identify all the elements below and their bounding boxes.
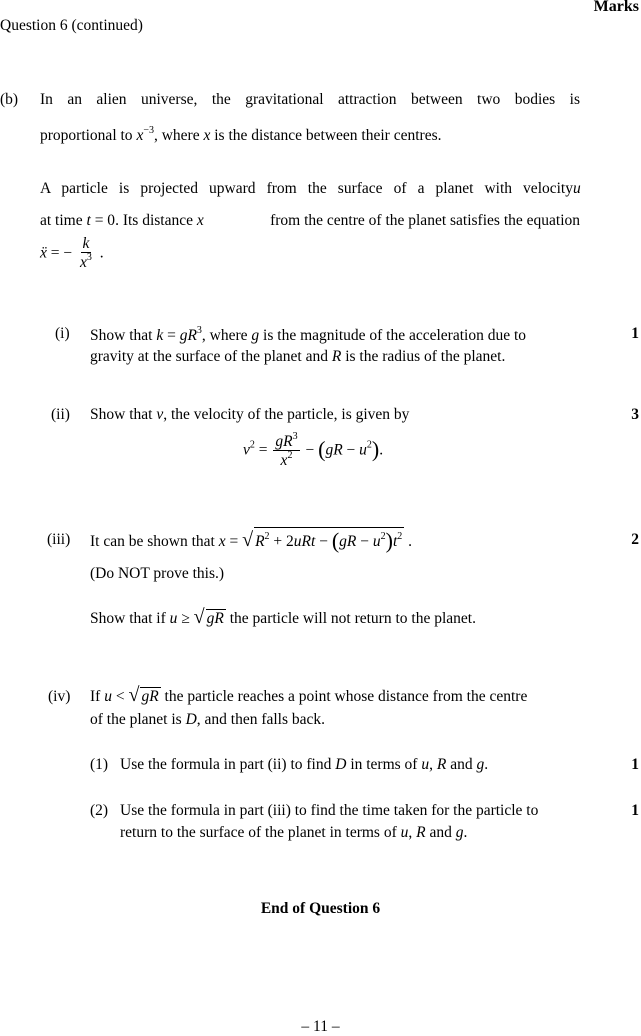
part-iv-line1: If u < √ gR the particle reaches a point whose distance from the centre bbox=[90, 684, 528, 706]
end-of-question: End of Question 6 bbox=[260, 900, 381, 917]
part-i-marks: 1 bbox=[631, 325, 639, 342]
part-b-para2-line2: at time t = 0. Its distance x from the centre of the planet satisfies the equation bbox=[40, 212, 580, 229]
part-iv-2-line2: return to the surface of the planet in terms of u, R and g. bbox=[120, 824, 468, 841]
part-ii-marks: 3 bbox=[631, 406, 639, 423]
part-iii-note: (Do NOT prove this.) bbox=[90, 565, 225, 582]
part-iv-2-marks: 1 bbox=[631, 802, 639, 819]
question-heading: Question 6 (continued) bbox=[0, 17, 143, 34]
part-ii-label: (ii) bbox=[51, 406, 70, 423]
part-iv-1-label: (1) bbox=[90, 756, 109, 773]
part-iii-show: Show that if u ≥ √ gR the particle will not return to the planet. bbox=[90, 606, 476, 628]
part-i-label: (i) bbox=[55, 325, 70, 342]
marks-column-header: Marks bbox=[593, 0, 639, 15]
part-iii-label: (iii) bbox=[47, 531, 71, 548]
part-b-para2-line1: A particle is projected upward from the surface of a planet with velocityu bbox=[40, 180, 581, 197]
page-number: – 11 – bbox=[301, 1018, 340, 1035]
part-i-line2: gravity at the surface of the planet and R is the radius of the planet. bbox=[90, 348, 506, 365]
part-iv-2-label: (2) bbox=[90, 802, 109, 819]
part-iv-line2: of the planet is D, and then falls back. bbox=[90, 711, 326, 728]
part-iv-1-marks: 1 bbox=[631, 756, 639, 773]
part-iii-line1: It can be shown that x = √ $R^2 + 2uRt - (gR - u^2)t^2$ . bbox=[90, 528, 413, 553]
part-b-label: (b) bbox=[0, 91, 19, 108]
part-b-intro-line2: proportional to $x^{-3}$, where x is the distance between their centres. bbox=[40, 125, 442, 144]
part-b-intro-line1: In an alien universe, the gravitational attraction between two bodies is bbox=[40, 91, 580, 108]
equation-xddot: ẍ = − $\frac{k}{x^3}$ . bbox=[40, 235, 104, 272]
part-iv-label: (iv) bbox=[48, 688, 71, 705]
part-iv-2-line1: Use the formula in part (iii) to find the time taken for the particle to bbox=[120, 802, 539, 819]
equation-v-squared: $v^2$ = $\frac{gR^3}{x^2}$ − $(gR - u^2)$. bbox=[243, 431, 384, 470]
part-iv-1-text: Use the formula in part (ii) to find D in terms of u, R and g. bbox=[120, 756, 489, 773]
part-iii-marks: 2 bbox=[631, 531, 639, 548]
part-ii-line1: Show that v, the velocity of the particle, is given by bbox=[90, 406, 410, 423]
part-i-line1: Show that $k = gR^3$, where g is the magnitude of the acceleration due to bbox=[90, 325, 527, 344]
